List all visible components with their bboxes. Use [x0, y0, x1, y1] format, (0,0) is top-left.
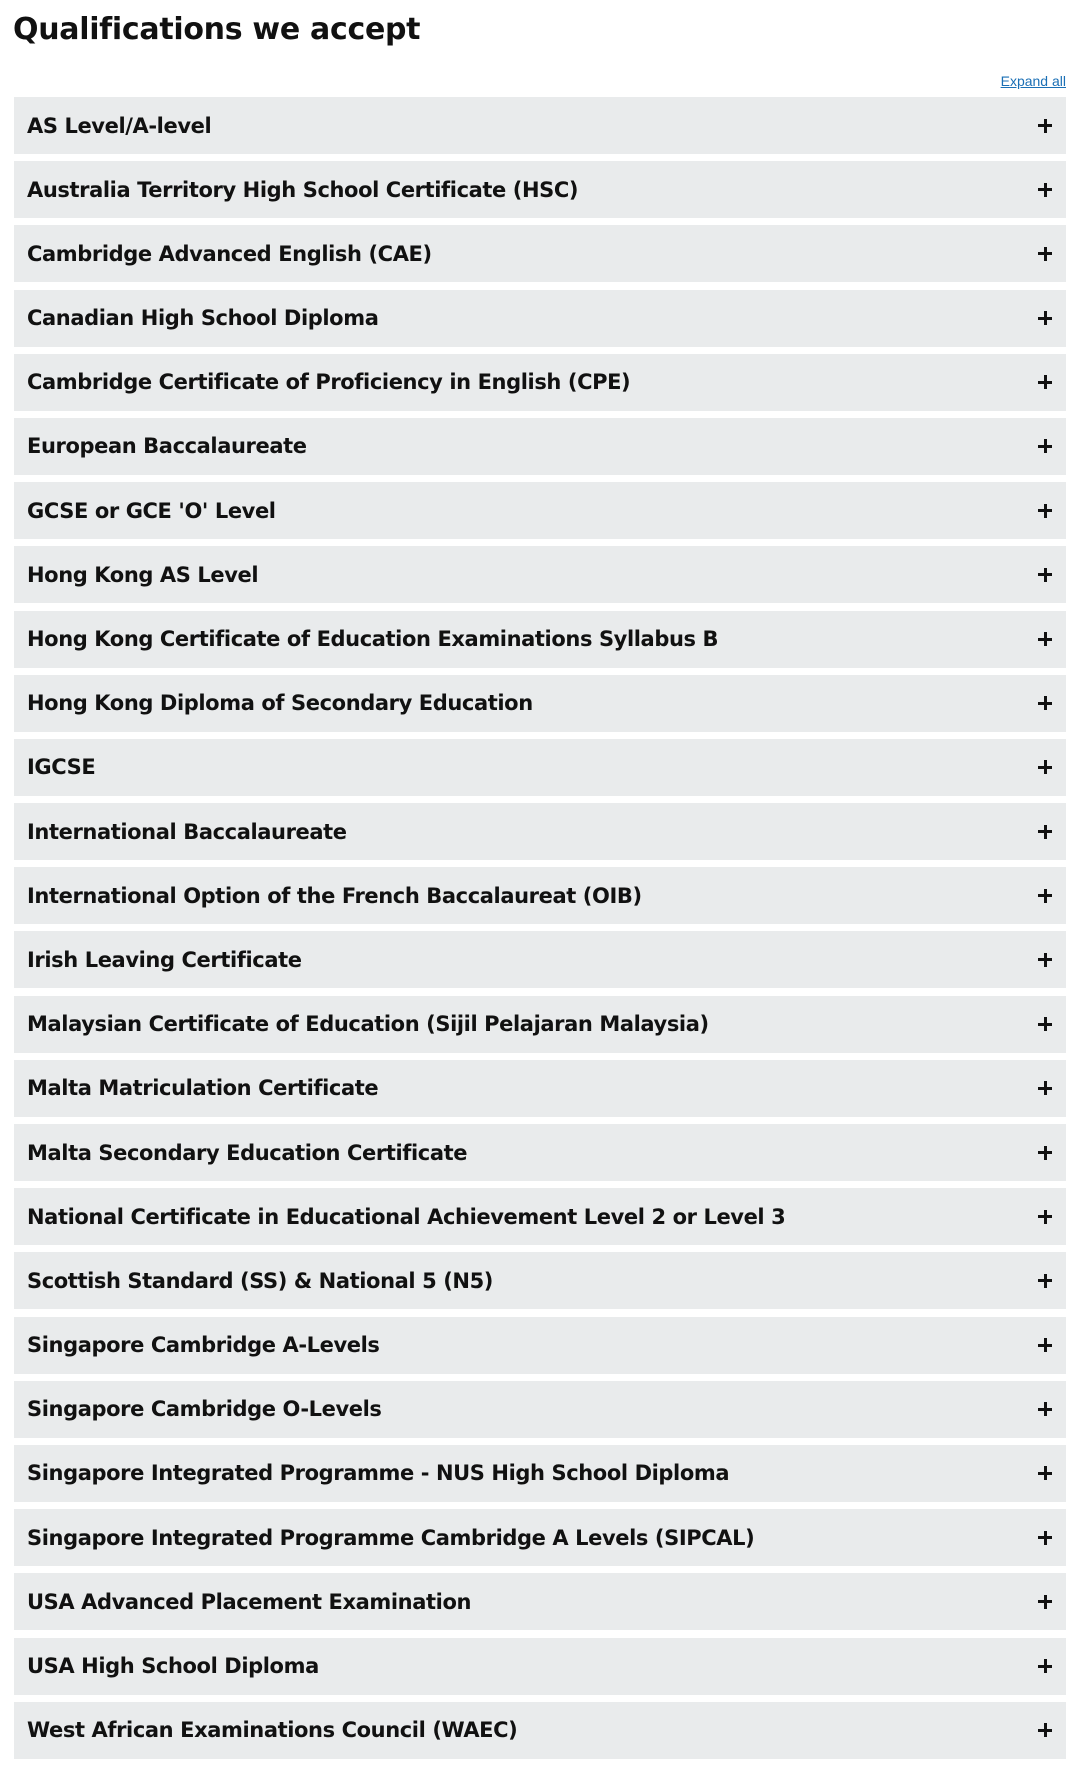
plus-icon[interactable]: [1038, 568, 1052, 582]
plus-icon[interactable]: [1038, 760, 1052, 774]
accordion-item-label: Singapore Integrated Programme Cambridge A Levels (SIPCAL): [27, 1525, 755, 1550]
accordion-item[interactable]: [14, 1252, 1066, 1309]
plus-icon[interactable]: [1038, 1723, 1052, 1737]
accordion-item[interactable]: [14, 867, 1066, 924]
plus-icon[interactable]: [1038, 889, 1052, 903]
accordion-item-label: European Baccalaureate: [27, 434, 307, 459]
accordion-item[interactable]: [14, 1509, 1066, 1566]
plus-icon[interactable]: [1038, 119, 1052, 133]
accordion-item-label: Malta Matriculation Certificate: [27, 1076, 379, 1101]
plus-icon[interactable]: [1038, 1210, 1052, 1224]
plus-icon[interactable]: [1038, 1081, 1052, 1095]
accordion-item[interactable]: [14, 1381, 1066, 1438]
plus-icon[interactable]: [1038, 311, 1052, 325]
accordion-item[interactable]: [14, 1124, 1066, 1181]
plus-icon[interactable]: [1038, 1146, 1052, 1160]
accordion-item[interactable]: [14, 482, 1066, 539]
accordion-item-label: Singapore Cambridge O-Levels: [27, 1397, 382, 1422]
accordion-item[interactable]: [14, 418, 1066, 475]
accordion-item-label: National Certificate in Educational Achievement Level 2 or Level 3: [27, 1204, 786, 1229]
accordion-item[interactable]: [14, 675, 1066, 732]
accordion-item-label: International Baccalaureate: [27, 819, 347, 844]
accordion-item-label: Hong Kong AS Level: [27, 562, 259, 587]
accordion-item[interactable]: [14, 97, 1066, 154]
accordion-item[interactable]: [14, 611, 1066, 668]
accordion-item[interactable]: [14, 225, 1066, 282]
accordion-item-label: Singapore Cambridge A-Levels: [27, 1333, 380, 1358]
accordion-item-label: Canadian High School Diploma: [27, 306, 379, 331]
plus-icon[interactable]: [1038, 696, 1052, 710]
plus-icon[interactable]: [1038, 183, 1052, 197]
plus-icon[interactable]: [1038, 1338, 1052, 1352]
plus-icon[interactable]: [1038, 825, 1052, 839]
page-title: Qualifications we accept: [13, 12, 421, 47]
accordion-item-label: International Option of the French Baccalaureat (OIB): [27, 883, 642, 908]
accordion-item[interactable]: [14, 546, 1066, 603]
plus-icon[interactable]: [1038, 247, 1052, 261]
accordion-item-label: Singapore Integrated Programme - NUS High School Diploma: [27, 1461, 730, 1486]
accordion-item-label: Australia Territory High School Certificate (HSC): [27, 177, 579, 202]
accordion-item-label: USA High School Diploma: [27, 1654, 319, 1678]
accordion-item-label: USA Advanced Placement Examination: [27, 1589, 472, 1614]
accordion-item[interactable]: [14, 931, 1066, 988]
accordion-item[interactable]: [14, 1317, 1066, 1374]
accordion-item-label: GCSE or GCE 'O' Level: [27, 498, 276, 523]
accordion-item[interactable]: [14, 803, 1066, 860]
accordion-item[interactable]: [14, 1188, 1066, 1245]
accordion-item[interactable]: [14, 1702, 1066, 1759]
plus-icon[interactable]: [1038, 375, 1052, 389]
qualifications-accordion: [14, 97, 1066, 1766]
accordion-item-label: Scottish Standard (SS) & National 5 (N5): [27, 1268, 494, 1293]
accordion-item-label: AS Level/A-level: [27, 113, 212, 138]
plus-icon[interactable]: [1038, 1659, 1052, 1673]
plus-icon[interactable]: [1038, 1595, 1052, 1609]
accordion-item[interactable]: [14, 1445, 1066, 1502]
accordion-item-label: Malta Secondary Education Certificate: [27, 1140, 468, 1165]
accordion-item-label: Irish Leaving Certificate: [27, 947, 302, 972]
accordion-item[interactable]: [14, 290, 1066, 347]
plus-icon[interactable]: [1038, 439, 1052, 453]
accordion-item-label: IGCSE: [27, 755, 96, 780]
accordion-item-label: Malaysian Certificate of Education (Sijil Pelajaran Malaysia): [27, 1012, 709, 1037]
plus-icon[interactable]: [1038, 1017, 1052, 1031]
accordion-item[interactable]: [14, 1573, 1066, 1630]
plus-icon[interactable]: [1038, 1466, 1052, 1480]
plus-icon[interactable]: [1038, 1274, 1052, 1288]
accordion-item-label: Cambridge Certificate of Proficiency in English (CPE): [27, 370, 631, 395]
accordion-item[interactable]: [14, 996, 1066, 1053]
plus-icon[interactable]: [1038, 1531, 1052, 1545]
accordion-item-label: Hong Kong Certificate of Education Examinations Syllabus B: [27, 627, 719, 651]
accordion-item[interactable]: [14, 161, 1066, 218]
plus-icon[interactable]: [1038, 1402, 1052, 1416]
accordion-item[interactable]: [14, 1638, 1066, 1695]
accordion-item[interactable]: [14, 739, 1066, 796]
plus-icon[interactable]: [1038, 632, 1052, 646]
plus-icon[interactable]: [1038, 504, 1052, 518]
expand-all-link[interactable]: Expand all: [1000, 73, 1066, 89]
plus-icon[interactable]: [1038, 953, 1052, 967]
accordion-item-label: Cambridge Advanced English (CAE): [27, 241, 432, 266]
accordion-item-label: West African Examinations Council (WAEC): [27, 1718, 518, 1743]
accordion-item[interactable]: [14, 354, 1066, 411]
accordion-item-label: Hong Kong Diploma of Secondary Education: [27, 691, 533, 716]
accordion-item[interactable]: [14, 1060, 1066, 1117]
